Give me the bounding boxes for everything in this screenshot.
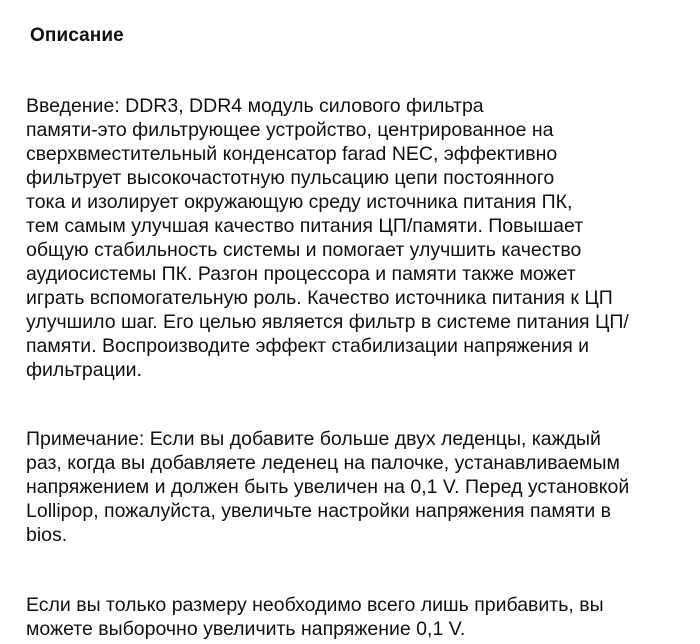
intro-line: памяти-это фильтрующее устройство, центрированное на xyxy=(26,119,554,141)
intro-paragraph xyxy=(26,94,629,382)
extra-paragraph xyxy=(26,593,604,641)
intro-line: общую стабильность системы и помогает улучшить качество xyxy=(26,239,582,261)
intro-line: играть вспомогательную роль. Качество источника питания к ЦП xyxy=(26,287,613,309)
extra-line: Если вы только размеру необходимо всего лишь прибавить, вы xyxy=(26,594,604,616)
intro-line: сверхвместительный конденсатор farad NEC, эффективно xyxy=(26,143,558,165)
note-line: напряжением и должен быть увеличен на 0,1 V. Перед установкой xyxy=(26,476,630,498)
note-paragraph xyxy=(26,427,629,547)
section-title: Описание xyxy=(30,25,124,46)
note-line: bios. xyxy=(26,524,68,546)
intro-line: тем самым улучшая качество питания ЦП/памяти. Повышает xyxy=(26,215,584,237)
intro-line: улучшило шаг. Его целью является фильтр в системе питания ЦП/ xyxy=(26,311,629,333)
extra-line: можете выборочно увеличить напряжение 0,1 V. xyxy=(26,618,466,640)
note-line: раз, когда вы добавляете леденец на палочке, устанавливаемым xyxy=(26,452,620,474)
intro-line: аудиосистемы ПК. Разгон процессора и памяти также может xyxy=(26,263,576,285)
intro-line: фильтрует высокочастотную пульсацию цепи постоянного xyxy=(26,167,555,189)
intro-line: тока и изолирует окружающую среду источника питания ПК, xyxy=(26,191,573,213)
note-line: Lollipop, пожалуйста, увеличьте настройки напряжения памяти в xyxy=(26,500,611,522)
intro-line: фильтрации. xyxy=(26,359,142,381)
intro-line: Введение: DDR3, DDR4 модуль силового фильтра xyxy=(26,95,484,117)
intro-line: памяти. Воспроизводите эффект стабилизации напряжения и xyxy=(26,335,590,357)
note-line: Примечание: Если вы добавите больше двух леденцы, каждый xyxy=(26,428,601,450)
